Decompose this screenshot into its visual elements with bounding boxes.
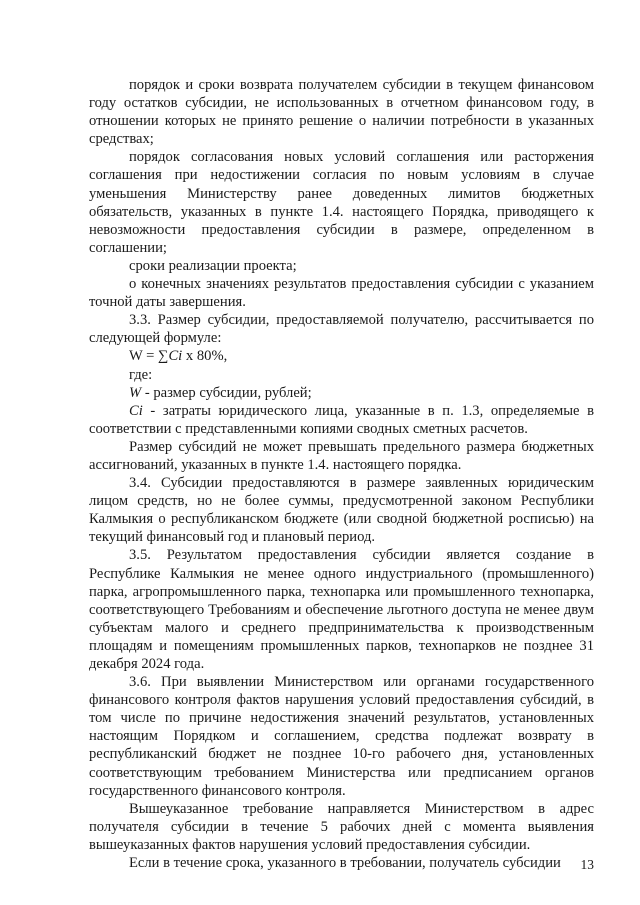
paragraph-3-4: 3.4. Субсидии предоставляются в размере заявленных юридическим лицом средств, но не более суммы, предусмотренной законом Республики Калмыкия о республиканском бюджете (или сводной бюджетной росписью) на текущий финансовый год и плановый период. (89, 475, 594, 546)
definition-w-symbol: W (129, 384, 142, 401)
formula-where: где: (129, 366, 153, 383)
paragraph-3-6: 3.6. При выявлении Министерством или органами государственного финансового контроля фактов нарушения условий предоставления субсидий, в том числе по причине недостижения значений результатов, установленных настоящим Порядком и соглашением, средства подлежат возврату в республиканский бюджет не позднее 10-го рабочего дня, установленных соответствующим требованием Министерства или предписанием органов государственного финансового контроля. (89, 674, 594, 799)
definition-ci-symbol: Ci (129, 402, 143, 419)
paragraph-deadline: Если в течение срока, указанного в требовании, получатель субсидии (129, 855, 561, 872)
paragraph-subsidy-limit: Размер субсидий не может превышать предельного размера бюджетных ассигнований, указанных в пункте 1.4. настоящего порядка. (89, 438, 594, 473)
formula-tail: х 80%, (182, 348, 228, 365)
paragraph-refund-procedure: порядок и сроки возврата получателем субсидии в текущем финансовом году остатков субсидии, не использованных в отчетном финансовом году, в отношении которых не принято решение о наличии потребности в указанных средствах; (89, 77, 594, 148)
formula-variable: Ci (168, 348, 183, 365)
definition-w (89, 384, 594, 402)
paragraph-final-results: о конечных значениях результатов предоставления субсидии с указанием точной даты завершения. (89, 276, 594, 311)
paragraph-project-timeline: сроки реализации проекта; (129, 257, 297, 274)
subsidy-formula (89, 347, 594, 365)
paragraph-new-terms-procedure: порядок согласования новых условий соглашения или расторжения соглашения при недостижении согласия по новым условиям в случае уменьшения Министерству ранее доведенных лимитов бюджетных обязательств, указанных в пункте 1.4. настоящего Порядка, приводящего к невозможности предоставления субсидии в размере, определенном в соглашении; (89, 149, 594, 256)
definition-ci-text: - затраты юридического лица, указанные в п. 1.3, определяемые в соответствии с представленными копиями сводных сметных расчетов. (89, 402, 594, 437)
paragraph-3-3: 3.3. Размер субсидии, предоставляемой получателю, рассчитывается по следующей формуле: (89, 312, 594, 347)
definition-w-text: - размер субсидии, рублей; (141, 384, 312, 401)
paragraph-3-5: 3.5. Результатом предоставления субсидии является создание в Республике Калмыкия не менее одного индустриального (промышленного) парка, агропромышленного парка, технопарка или промышленного технопарка, соответствующего Требованиям и обеспечение льготного доступа не менее двум субъектам малого и среднего предпринимательства к производственным площадям и помещениям промышленных парков, технопарков не позднее 31 декабря 2024 года. (89, 547, 594, 672)
definition-ci (89, 402, 594, 438)
formula-lead: W = ∑ (129, 348, 169, 365)
paragraph-requirement-notice: Вышеуказанное требование направляется Министерством в адрес получателя субсидии в течение 5 рабочих дней с момента выявления вышеуказанных фактов нарушения условий предоставления субсидии. (89, 800, 594, 853)
page-number: 13 (580, 857, 594, 872)
